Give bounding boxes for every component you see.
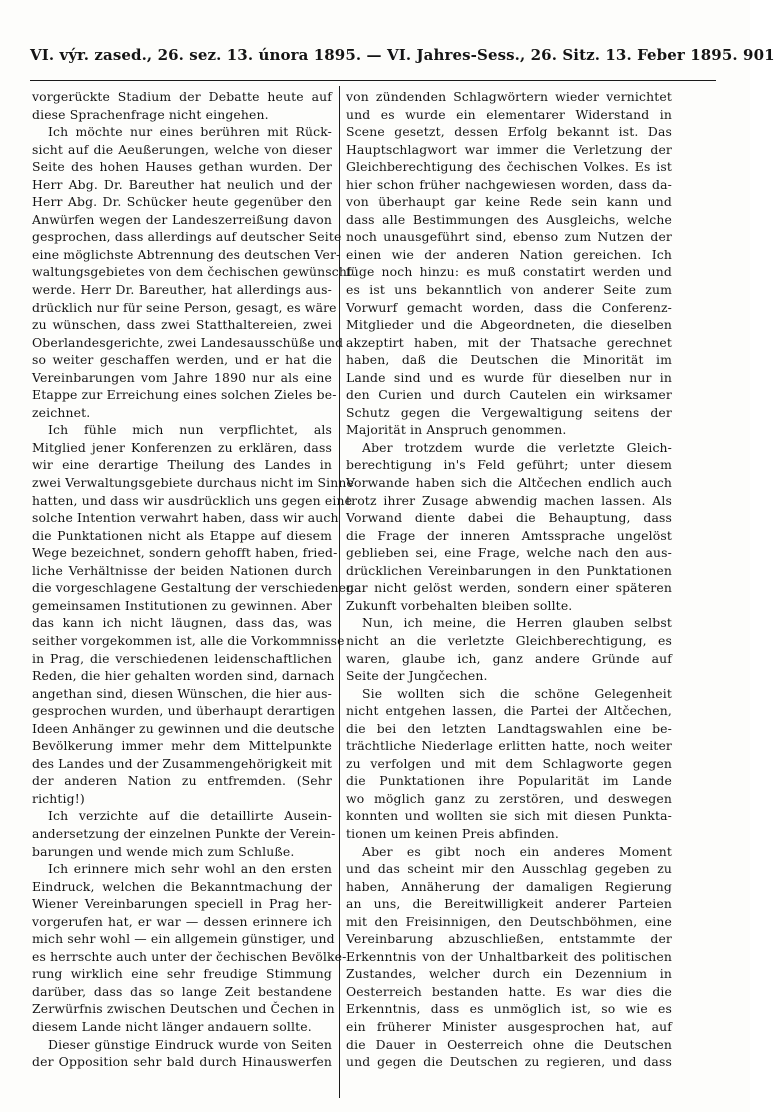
right-column-text-line: Vorwande haben sich die Altčechen endlich auch [346,475,672,491]
right-column-text-line: konnten und wollten sie sich mit diesen Punkta- [346,808,672,824]
right-column-text-line: von überhaupt gar keine Rede sein kann und [346,194,672,210]
right-column-text-line: Oesterreich bestanden hatte. Es war dies die [346,983,672,999]
left-column-text-line: Ich möchte nur eines berühren mit Rück- [48,124,332,140]
right-column-text-line: an uns, die Bereitwilligkeit anderer Parteien [346,896,672,912]
right-column-text-line: Zukunft vorbehalten bleiben sollte. [346,597,573,613]
right-column-text-line: trächtliche Niederlage erlitten hatte, noch weiter [346,738,672,754]
right-column-text-line: zu verfolgen und mit dem Schlagworte gegen [346,755,672,771]
left-column-text-line: richtig!) [32,790,85,806]
right-column-text-line: es ist uns bekanntlich von anderer Seite zum [346,282,672,298]
left-column-text-line: werde. Herr Dr. Bareuther, hat allerdings aus- [32,282,332,298]
right-column-text-line: Majorität in Anspruch genommen. [346,422,567,438]
right-column-text-line: Zustandes, welcher durch ein Dezennium in [346,966,672,982]
left-column-text-line: vorgerufen hat, er war — dessen erinnere ich [32,913,332,929]
left-column-text-line: Reden, die hier gehalten worden sind, darnach [32,668,335,684]
right-column-text-line: drücklichen Vereinbarungen in den Punktationen [346,562,672,578]
right-column-text-line: Hauptschlagwort war immer die Verletzung der [346,141,672,157]
right-column-text-line: Lande sind und es wurde für dieselben nur in [346,369,672,385]
right-column-text-line: Erkenntnis, dass es unmöglich ist, so wie es [346,1001,672,1017]
left-column-text-line: solche Intention verwahrt haben, dass wir auch [32,510,339,526]
left-column-text-line: drücklich nur für seine Person, gesagt, es wäre [32,299,337,315]
left-column-text-line: rung wirklich eine sehr freudige Stimmung [32,966,332,982]
left-column-text-line: in Prag, die verschiedenen leidenschaftlichen [32,650,332,666]
right-column-text-line: Vorwurf gemacht worden, dass die Conferenz- [346,299,672,315]
right-column-text-line: von zündenden Schlagwörtern wieder vernichtet [346,89,672,104]
left-column-text-line: Herr Abg. Dr. Bareuther hat neulich und der [32,176,332,192]
left-column-text-line: gesprochen wurden, und überhaupt derartigen [32,703,336,719]
right-column-text-line: mit den Freisinnigen, den Deutschböhmen, eine [346,913,672,929]
left-column-text-line: Mitglied jener Konferenzen zu erklären, dass [32,439,332,455]
left-column [32,88,355,1104]
right-column-text-line: berechtigung in's Feld geführt; unter diesem [346,457,672,473]
left-column-text-line: mich sehr wohl — ein allgemein günstiger, und [32,931,335,947]
left-column-text-line: Eindruck, welchen die Bekanntmachung der [32,878,332,894]
left-column-text-line: der Opposition sehr bald durch Hinauswerfen [32,1054,332,1070]
left-column-text-line: gesprochen, dass allerdings auf deutscher Seite [32,229,342,245]
right-column-text-line: ein früherer Minister ausgesprochen hat, auf [346,1018,672,1034]
left-column-text-line: hatten, und dass wir ausdrücklich uns gegen eine [32,492,353,508]
left-column-text-line: so weiter geschaffen werden, und er hat die [32,352,332,368]
right-column-text-line: trotz ihrer Zusage abwendig machen lassen. Als [346,492,672,508]
left-column-text-line: Anwürfen wegen der Landeszerreißung davon [32,211,332,227]
left-column-text-line: Ich erinnere mich sehr wohl an den ersten [48,861,332,877]
right-column-text-line: waren, glaube ich, ganz andere Gründe auf [346,650,672,666]
left-column-text-line: liche Verhältnisse der beiden Nationen durch [32,562,332,578]
right-column-text-line: nicht an die verletzte Gleichberechtigung, es [346,632,672,648]
left-column-text-line: eine möglichste Abtrennung des deutschen Ver- [32,246,341,262]
left-column-text-line: Oberlandesgerichte, zwei Landesausschüße und [32,334,344,350]
left-column-text-line: vorgerückte Stadium der Debatte heute auf [32,89,332,104]
left-column-text-line: Vereinbarungen vom Jahre 1890 nur als eine [32,369,332,385]
header-rule [30,80,716,81]
left-column-text-line: Wege bezeichnet, sondern gehofft haben, fried- [32,545,338,561]
right-column-text-line: akzeptirt haben, mit der Thatsache gerechnet [346,334,672,350]
right-column-text-line: die bei den letzten Landtagswahlen eine be- [346,720,672,736]
right-column-text-line: die Dauer in Oesterreich ohne die Deutschen [346,1036,672,1052]
right-column-text-line: haben, Annäherung der damaligen Regierung [346,878,672,894]
left-column-text-line: es herrschte auch unter der čechischen Bevölke- [32,948,347,964]
right-column-text-line: Aber trotzdem wurde die verletzte Gleich- [362,439,672,455]
right-column-text-line: füge noch hinzu: es muß constatirt werden und [346,264,672,280]
left-column-text-line: das kann ich nicht läugnen, dass das, was [32,615,332,631]
right-column-text-line: hier schon früher nachgewiesen worden, dass da- [346,176,672,192]
right-column [346,88,672,1104]
right-column-text-line: nicht entgehen lassen, die Partei der Altčechen, [346,703,672,719]
left-column-text-line: zu wünschen, dass zwei Statthaltereien, zwei [32,317,332,333]
left-column-text-line: barungen und wende mich zum Schluße. [32,843,295,859]
right-column-text-line: geblieben sei, eine Frage, welche nach den aus- [346,545,672,561]
right-column-text-line: und gegen die Deutschen zu regieren, und dass [346,1054,672,1070]
left-column-text-line: andersetzung der einzelnen Punkte der Verein- [32,825,336,841]
page-header [30,46,775,72]
right-column-text-line: wo möglich ganz zu zerstören, und deswegen [346,790,672,806]
page-number: 901 [743,46,775,64]
left-column-text-line: Bevölkerung immer mehr dem Mittelpunkte [32,738,332,754]
header-dash: — [366,46,387,64]
header-german-title: VI. Jahres-Sess., 26. Sitz. 13. Feber 1895. [386,46,738,64]
right-column-text-line: einen wie der anderen Nation gereichen. Ich [346,246,672,262]
left-column-text-line: des Landes und der Zusammengehörigkeit mit [32,755,333,771]
right-column-text-line: Nun, ich meine, die Herren glauben selbst [362,615,672,631]
left-column-text-line: Herr Abg. Dr. Schücker heute gegenüber den [32,194,332,210]
left-column-text-line: die Punktationen nicht als Etappe auf diesem [32,527,332,543]
left-column-text-line: diesem Lande nicht länger andauern sollte. [32,1018,312,1034]
right-column-text-line: gar nicht gelöst werden, sondern einer späteren [346,580,672,596]
right-column-text-line: und das scheint mir den Ausschlag gegeben zu [346,861,672,877]
right-column-text-line: Erkenntnis von der Unhaltbarkeit des politischen [346,948,672,964]
right-column-text-line: Scene gesetzt, dessen Erfolg bekannt ist. Das [346,124,672,140]
right-column-text-line: Sie wollten sich die schöne Gelegenheit [362,685,672,701]
left-column-text-line: Ideen Anhänger zu gewinnen und die deutsche [32,720,335,736]
right-column-text-line: Aber es gibt noch ein anderes Moment [362,843,672,859]
left-column-text-line: gemeinsamen Institutionen zu gewinnen. Aber [32,597,332,613]
left-column-text-line: waltungsgebietes von dem čechischen gewünscht [32,264,353,280]
right-column-text-line: Vorwand diente dabei die Behauptung, dass [346,510,672,526]
left-column-text-line: zwei Verwaltungsgebiete durchaus nicht im Sinne [32,475,355,491]
left-column-text-line: zeichnet. [32,404,91,420]
right-column-text-line: den Curien und durch Cautelen ein wirksamer [346,387,672,403]
left-column-text-line: seither vorgekommen ist, alle die Vorkommnisse [32,632,345,648]
right-column-text-line: die Frage der inneren Amtssprache ungelöst [346,527,672,543]
left-column-text-line: Zerwürfnis zwischen Deutschen und Čechen in [32,1001,335,1017]
right-column-text-line: tionen um keinen Preis abfinden. [346,825,560,841]
left-column-text-line: Ich fühle mich nun verpflichtet, als [48,422,332,438]
right-column-text-line: dass alle Bestimmungen des Ausgleichs, welche [346,211,672,227]
right-column-text-line: haben, daß die Deutschen die Minorität im [346,352,672,368]
right-column-text-line: die Punktationen ihre Popularität im Lande [346,773,672,789]
left-column-text-line: der anderen Nation zu entfremden. (Sehr [32,773,332,789]
right-column-text-line: noch unausgeführt sind, ebenso zum Nutzen der [346,229,672,245]
left-column-text-line: wir eine derartige Theilung des Landes in [32,457,332,473]
left-column-text-line: darüber, dass das so lange Zeit bestandene [32,983,332,999]
right-column-text-line: Seite der Jungčechen. [346,668,488,684]
right-column-text-line: Schutz gegen die Vergewaltigung seitens der [346,404,672,420]
left-column-text-line: sicht auf die Aeußerungen, welche von dieser [32,141,332,157]
left-column-text-line: Wiener Vereinbarungen speciell in Prag her- [32,896,332,912]
right-column-text-line: Gleichberechtigung des čechischen Volkes. Es ist [346,159,672,175]
header-czech-title: VI. výr. zased., 26. sez. 13. února 1895. [30,46,362,64]
left-column-text-line: Ich verzichte auf die detaillirte Ausein- [48,808,332,824]
left-column-text-line: die vorgeschlagene Gestaltung der verschiedenen [32,580,355,596]
left-column-text-line: Seite des hohen Hauses gethan wurden. Der [32,159,332,175]
left-column-text-line: diese Sprachenfrage nicht eingehen. [32,106,269,122]
left-column-text-line: Dieser günstige Eindruck wurde von Seiten [48,1036,332,1052]
right-column-text-line: und es wurde ein elementarer Widerstand in [346,106,672,122]
right-column-text-line: Mitglieder und die Abgeordneten, die dieselben [346,317,672,333]
right-column-text-line: Vereinbarung abzuschließen, entstammte der [346,931,672,947]
left-column-text-line: Etappe zur Erreichung eines solchen Zieles be- [32,387,337,403]
left-column-text-line: angethan sind, diesen Wünschen, die hier aus- [32,685,332,701]
